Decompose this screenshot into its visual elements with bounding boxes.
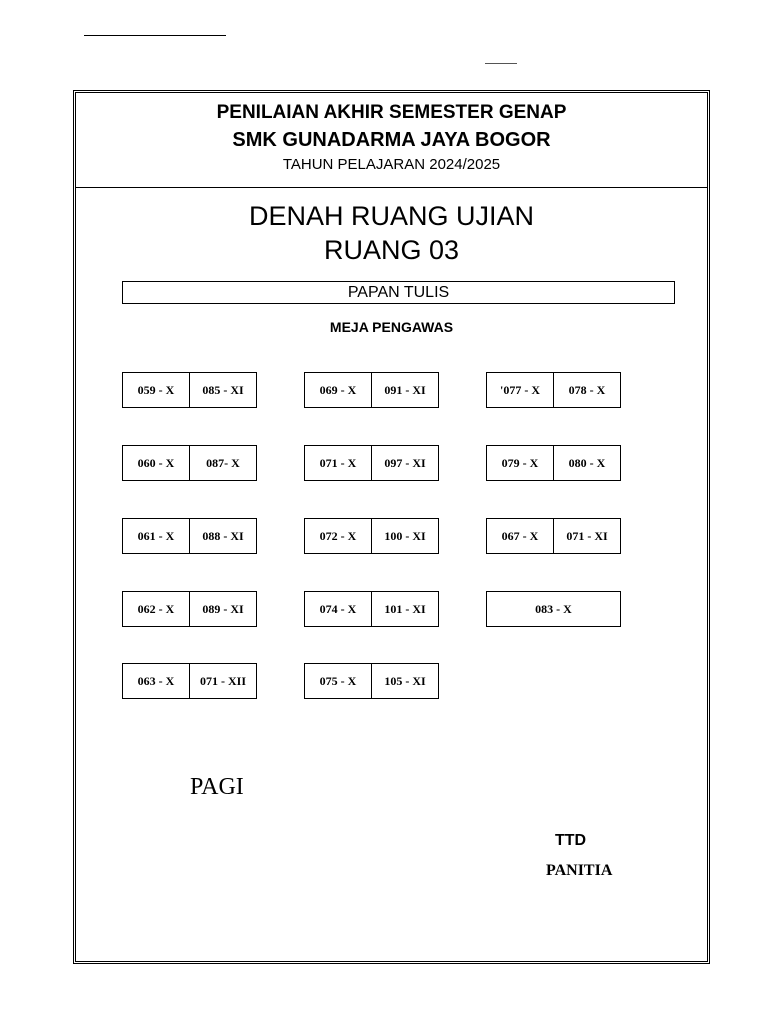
desk-seat: 061 - X [137, 528, 175, 543]
desk-seat: 089 - XI [189, 592, 256, 626]
desk-seat: 079 - X [501, 455, 539, 470]
desk-seat: 071 - XII [189, 664, 256, 698]
whiteboard-label: PAPAN TULIS [122, 281, 675, 304]
exam-desk [304, 591, 439, 627]
desk-seat: 071 - XI [553, 519, 620, 553]
academic-year: TAHUN PELAJARAN 2024/2025 [282, 156, 501, 173]
desk-seat: 101 - XI [371, 592, 438, 626]
desk-seat: 075 - X [319, 673, 357, 688]
desk-seat: 105 - XI [371, 664, 438, 698]
school-name: SMK GUNADARMA JAYA BOGOR [232, 129, 551, 151]
desk-seat: 100 - XI [371, 519, 438, 553]
desk-seat: 088 - XI [189, 519, 256, 553]
desk-seat: 083 - X [535, 601, 572, 616]
desk-seat: 059 - X [137, 382, 175, 397]
desk-seat: 080 - X [553, 446, 620, 480]
desk-seat: 091 - XI [371, 373, 438, 407]
exam-desk [304, 445, 439, 481]
supervisor-desk-label: MEJA PENGAWAS [329, 319, 454, 335]
desk-seat: 067 - X [501, 528, 539, 543]
exam-desk [486, 518, 621, 554]
exam-desk [486, 445, 621, 481]
exam-name: PENILAIAN AKHIR SEMESTER GENAP [216, 102, 567, 123]
desk-seat: 078 - X [553, 373, 620, 407]
desk-seat: 063 - X [137, 673, 175, 688]
exam-desk [122, 372, 257, 408]
desk-seat: 062 - X [137, 601, 175, 616]
top-decorative-mark [485, 63, 517, 64]
exam-desk [122, 445, 257, 481]
session-label: PAGI [190, 774, 244, 800]
desk-seat: 060 - X [137, 455, 175, 470]
desk-seat: 072 - X [319, 528, 357, 543]
desk-seat: 087- X [189, 446, 256, 480]
exam-desk [304, 518, 439, 554]
desk-seat: 071 - X [319, 455, 357, 470]
exam-desk [304, 663, 439, 699]
desk-seat: 074 - X [319, 601, 357, 616]
desk-seat: 097 - XI [371, 446, 438, 480]
signature-label: TTD [555, 832, 587, 849]
page-frame [73, 90, 710, 964]
header-box [76, 93, 707, 188]
desk-seat: '077 - X [500, 382, 540, 397]
desk-seat: 085 - XI [189, 373, 256, 407]
room-title: RUANG 03 [323, 235, 460, 265]
exam-desk [486, 372, 621, 408]
top-decorative-line [84, 35, 226, 36]
desk-seat: 069 - X [319, 382, 357, 397]
exam-desk [122, 591, 257, 627]
exam-desk [486, 591, 621, 627]
exam-desk [304, 372, 439, 408]
exam-desk [122, 518, 257, 554]
page-title: DENAH RUANG UJIAN [248, 201, 535, 231]
committee-label: PANITIA [546, 862, 613, 879]
exam-desk [122, 663, 257, 699]
